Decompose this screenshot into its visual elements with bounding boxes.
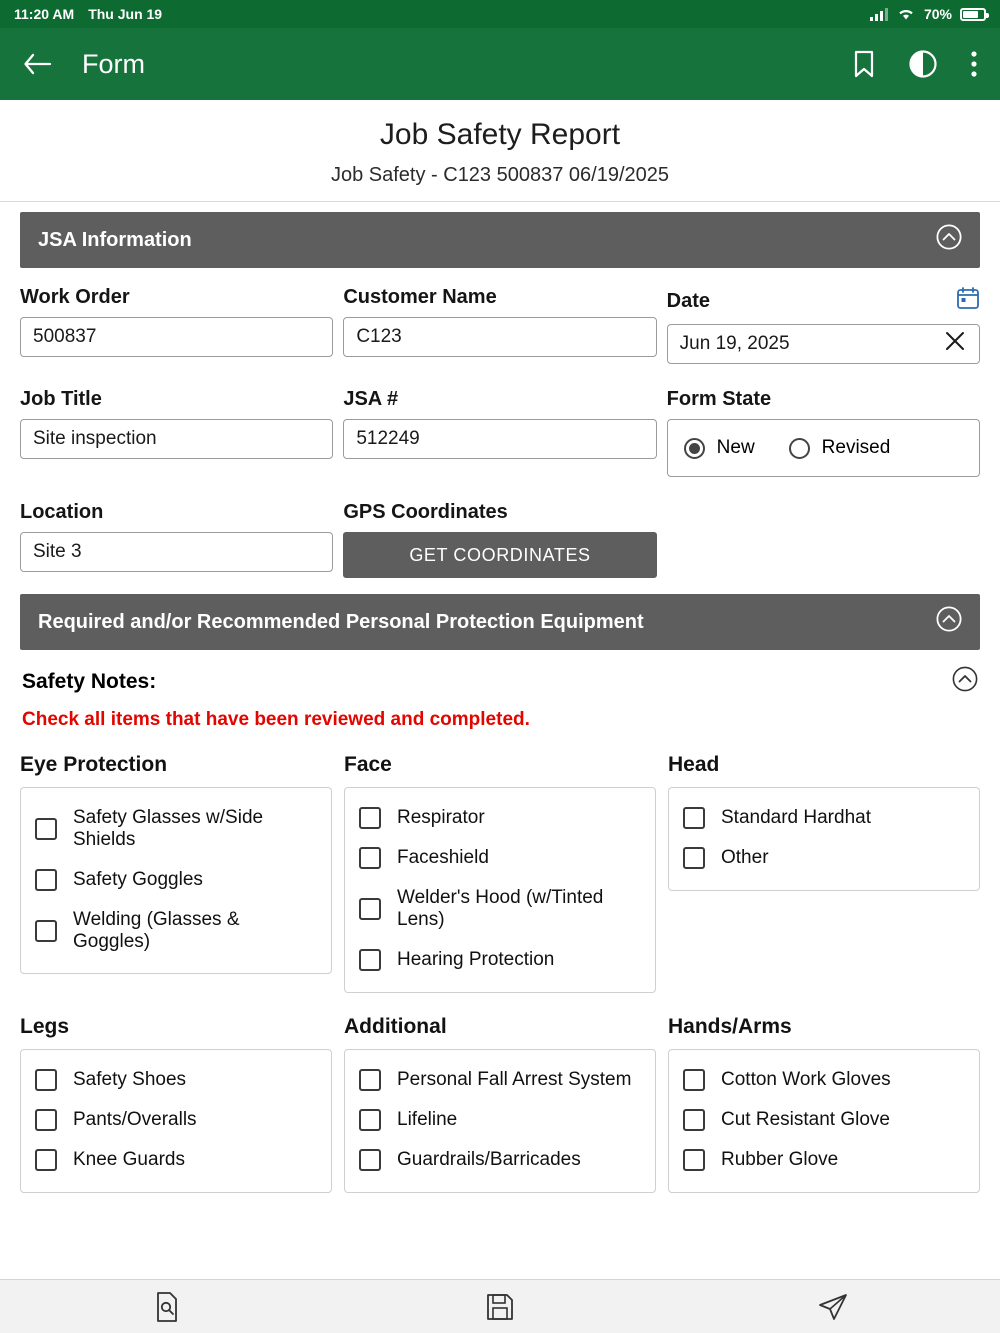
ppe-group-title: Hands/Arms (668, 1014, 792, 1038)
ppe-group-legs (20, 993, 332, 1193)
section-title-ppe: Required and/or Recommended Personal Protection Equipment (38, 610, 644, 633)
checkbox-label: Safety Goggles (73, 868, 203, 890)
get-coordinates-button[interactable]: GET COORDINATES (343, 532, 656, 578)
ppe-group-title: Legs (20, 1014, 70, 1038)
checkbox-icon[interactable] (35, 818, 57, 840)
radio-label-new: New (716, 437, 755, 458)
label-location: Location (20, 501, 104, 523)
checkbox-icon[interactable] (35, 1069, 57, 1091)
checkbox-icon[interactable] (359, 1069, 381, 1091)
checkbox-label: Cut Resistant Glove (721, 1108, 890, 1130)
checkbox-icon[interactable] (35, 1109, 57, 1131)
field-job-title (20, 370, 333, 483)
checkbox-row[interactable] (683, 838, 965, 878)
checkbox-label: Respirator (397, 807, 485, 829)
ppe-group-eye-protection (20, 731, 332, 993)
checkbox-row[interactable] (359, 798, 641, 838)
checkbox-label: Hearing Protection (397, 948, 555, 970)
input-jsa-number[interactable]: 512249 (343, 419, 656, 459)
ppe-group-title: Face (344, 753, 392, 776)
section-header-ppe[interactable] (20, 594, 980, 650)
ppe-group-box (668, 1049, 980, 1193)
checkbox-label: Welding (Glasses & Goggles) (73, 908, 240, 952)
send-icon[interactable] (803, 1287, 863, 1327)
ppe-group-head (668, 731, 980, 993)
checkbox-icon[interactable] (359, 847, 381, 869)
label-form-state: Form State (666, 388, 772, 410)
ppe-group-title: Eye Protection (20, 753, 168, 776)
radio-dot-icon (789, 438, 810, 459)
ppe-group-hands-arms (668, 993, 980, 1193)
label-work-order: Work Order (20, 286, 130, 308)
checkbox-label: Safety Glasses w/Side Shields (73, 807, 264, 850)
input-job-title[interactable]: Site inspection (20, 419, 333, 459)
checkbox-icon[interactable] (683, 1069, 705, 1091)
checkbox-row[interactable] (683, 798, 965, 838)
checkbox-label: Safety Shoes (73, 1068, 187, 1090)
radio-group-form-state (667, 419, 980, 477)
radio-label-revised: Revised (821, 437, 891, 458)
checkbox-label: Lifeline (397, 1108, 458, 1130)
input-date-value: Jun 19, 2025 (679, 333, 790, 354)
contrast-icon[interactable] (908, 49, 938, 79)
status-date: Thu Jun 19 (88, 6, 163, 22)
checkbox-row[interactable] (683, 1140, 965, 1180)
field-gps-coordinates (343, 483, 656, 584)
field-work-order (20, 268, 333, 370)
checkbox-row[interactable] (35, 860, 317, 900)
checkbox-icon[interactable] (683, 1149, 705, 1171)
ppe-groups-row-2 (20, 993, 980, 1193)
checkbox-row[interactable] (359, 1140, 641, 1180)
more-vertical-icon[interactable] (970, 50, 978, 78)
checkbox-label: Other (721, 847, 769, 869)
input-date[interactable] (667, 324, 980, 364)
chevron-up-circle-icon[interactable] (936, 606, 962, 638)
checkbox-row[interactable] (359, 838, 641, 878)
jsa-row-2 (20, 370, 980, 483)
form-content (0, 202, 1000, 1333)
calendar-icon[interactable] (956, 286, 980, 316)
document-header (0, 100, 1000, 202)
wifi-icon (896, 6, 916, 23)
clear-date-icon[interactable] (943, 329, 967, 359)
battery-percentage: 70% (923, 6, 952, 22)
save-icon[interactable] (470, 1287, 530, 1327)
checkbox-icon[interactable] (35, 869, 57, 891)
status-time: 11:20 AM (14, 6, 75, 22)
field-spacer (667, 483, 980, 584)
bottom-toolbar (0, 1279, 1000, 1333)
label-jsa-number: JSA # (343, 388, 399, 410)
radio-dot-icon (684, 438, 705, 459)
checkbox-row[interactable] (35, 1100, 317, 1140)
checkbox-row[interactable] (359, 1060, 641, 1100)
section-header-jsa-information[interactable] (20, 212, 980, 268)
checkbox-icon[interactable] (683, 847, 705, 869)
checkbox-label: Standard Hardhat (721, 807, 871, 829)
checkbox-row[interactable] (683, 1100, 965, 1140)
checkbox-row[interactable] (359, 1100, 641, 1140)
checkbox-row[interactable] (359, 878, 641, 940)
jsa-row-3 (20, 483, 980, 584)
checkbox-label: Faceshield (397, 847, 489, 869)
radio-form-state-new[interactable] (684, 437, 755, 459)
app-bar (0, 28, 1000, 100)
cellular-signal-icon (870, 8, 888, 21)
page-title: Job Safety Report (379, 118, 621, 151)
ppe-group-title: Head (668, 753, 720, 776)
status-bar (0, 0, 1000, 28)
radio-form-state-revised[interactable] (789, 437, 891, 459)
battery-icon (960, 8, 986, 21)
ppe-group-box (668, 787, 980, 891)
app-bar-title: Form (82, 48, 145, 79)
checkbox-row[interactable] (35, 798, 317, 860)
field-form-state (667, 370, 980, 483)
checkbox-label: Rubber Glove (721, 1148, 839, 1170)
section-title: JSA Information (38, 228, 192, 251)
input-location[interactable]: Site 3 (20, 532, 333, 572)
ppe-group-title: Additional (344, 1014, 447, 1038)
checkbox-icon[interactable] (359, 807, 381, 829)
field-date (667, 268, 980, 370)
chevron-up-circle-icon[interactable] (952, 666, 978, 697)
checkbox-icon[interactable] (683, 807, 705, 829)
input-customer-name[interactable]: C123 (343, 317, 656, 357)
arrow-left-icon[interactable] (22, 52, 52, 76)
checkbox-row[interactable] (359, 940, 641, 980)
label-gps-coordinates: GPS Coordinates (343, 501, 508, 523)
checkbox-icon[interactable] (359, 949, 381, 971)
document-search-icon[interactable] (137, 1287, 197, 1327)
ppe-group-box (20, 787, 332, 974)
checkbox-label: Knee Guards (73, 1148, 185, 1170)
label-job-title: Job Title (20, 388, 102, 410)
page-subtitle: Job Safety - C123 500837 06/19/2025 (330, 164, 670, 186)
ppe-group-box (344, 1049, 656, 1193)
field-location (20, 483, 333, 584)
ppe-groups-row-1 (20, 731, 980, 993)
checkbox-row[interactable] (683, 1060, 965, 1100)
checkbox-icon[interactable] (359, 1109, 381, 1131)
checkbox-label: Cotton Work Gloves (721, 1068, 891, 1090)
checkbox-row[interactable] (35, 900, 317, 962)
checkbox-icon[interactable] (359, 1149, 381, 1171)
checkbox-label: Welder's Hood (w/Tinted Lens) (397, 887, 604, 930)
bookmark-icon[interactable] (852, 50, 876, 78)
ppe-group-additional (344, 993, 656, 1193)
checkbox-label: Pants/Overalls (73, 1108, 197, 1130)
ppe-group-face (344, 731, 656, 993)
checkbox-icon[interactable] (683, 1109, 705, 1131)
checkbox-icon[interactable] (35, 1149, 57, 1171)
safety-notes-label: Safety Notes: (22, 669, 157, 693)
checkbox-icon[interactable] (359, 898, 381, 920)
checkbox-row[interactable] (35, 1060, 317, 1100)
jsa-row-1 (20, 268, 980, 370)
field-customer-name (343, 268, 656, 370)
chevron-up-circle-icon[interactable] (936, 224, 962, 256)
ppe-group-box (344, 787, 656, 993)
label-date: Date (667, 286, 980, 316)
safety-notes-row (22, 666, 978, 697)
input-work-order[interactable]: 500837 (20, 317, 333, 357)
checkbox-icon[interactable] (35, 920, 57, 942)
label-customer-name: Customer Name (343, 286, 497, 308)
checkbox-label: Guardrails/Barricades (397, 1148, 581, 1170)
safety-warning-text: Check all items that have been reviewed and completed. (22, 709, 530, 730)
ppe-group-box (20, 1049, 332, 1193)
checkbox-label: Personal Fall Arrest System (397, 1068, 632, 1090)
field-jsa-number (343, 370, 656, 483)
checkbox-row[interactable] (35, 1140, 317, 1180)
